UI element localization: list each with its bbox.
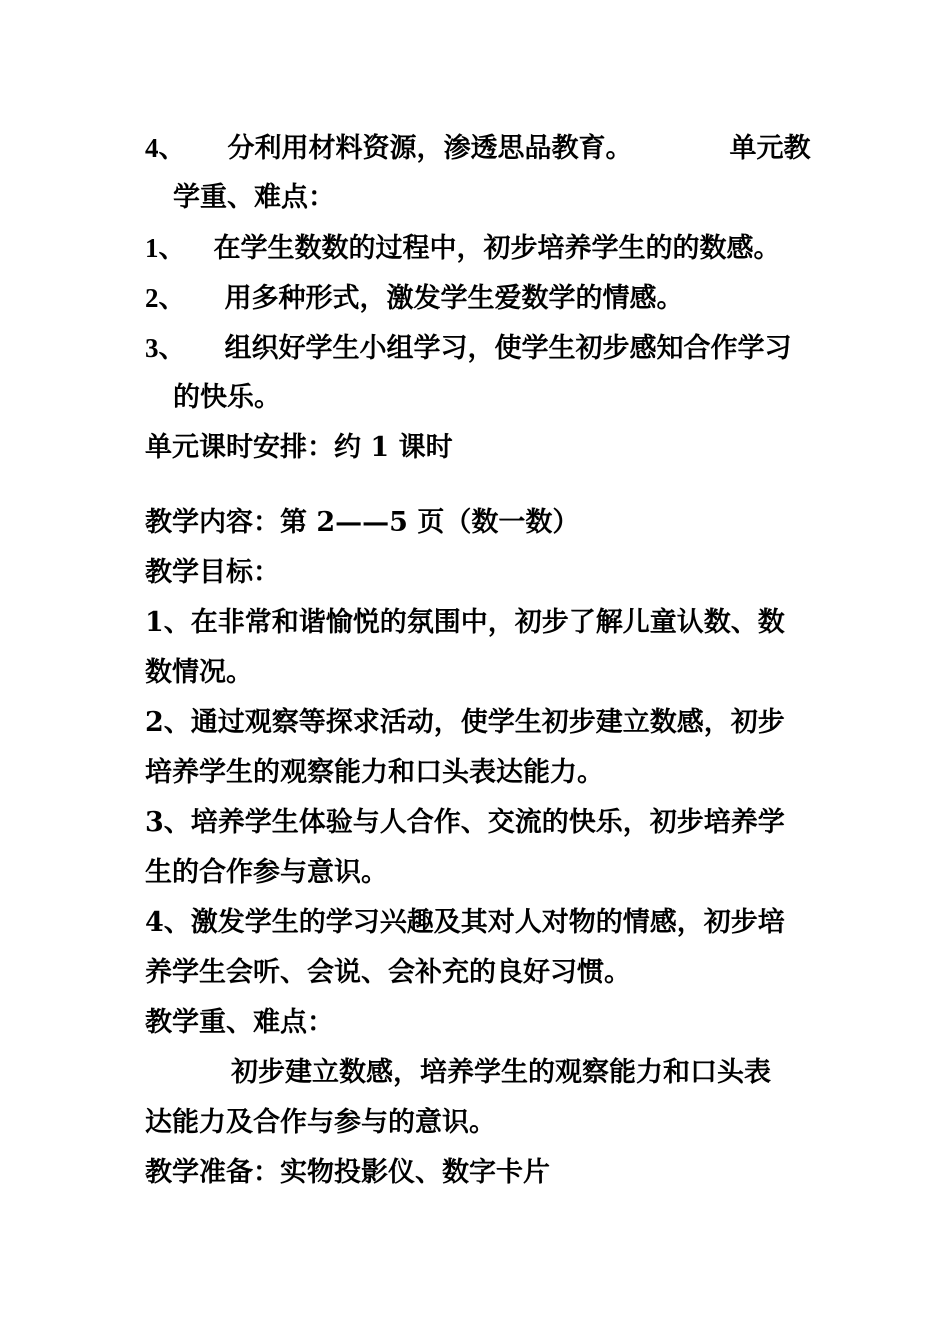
lesson-content: 教学内容：第 2——5 页（数一数） <box>145 507 580 538</box>
unit-schedule: 单元课时安排：约 1 课时 <box>145 432 453 463</box>
unit-key-point-2 <box>145 280 684 316</box>
key-points-heading: 教学重、难点： <box>145 1007 334 1038</box>
list-text-continuation: 的快乐。 <box>173 382 281 413</box>
list-number: 1、 <box>145 233 186 263</box>
lesson-goal-1-continuation: 数情况。 <box>145 657 253 688</box>
lesson-goal-1: 1、在非常和谐愉悦的氛围中，初步了解儿童认数、数 <box>145 607 785 638</box>
unit-key-point-1 <box>145 230 781 266</box>
section-heading-start: 单元教 <box>729 133 811 164</box>
lesson-goal-2-continuation: 培养学生的观察能力和口头表达能力。 <box>145 757 604 788</box>
unit-goal-item-4 <box>145 130 811 166</box>
list-text: 组织好学生小组学习，使学生初步感知合作学习 <box>224 333 792 364</box>
list-number: 4、 <box>145 133 186 163</box>
lesson-goal-3: 3、培养学生体验与人合作、交流的快乐，初步培养学 <box>145 807 785 838</box>
key-points-text: 初步建立数感，培养学生的观察能力和口头表 <box>231 1057 771 1088</box>
key-points-text-continuation: 达能力及合作与参与的意识。 <box>145 1107 496 1138</box>
list-text: 分利用材料资源，渗透思品教育。 <box>227 133 633 164</box>
lesson-goal-4: 4、激发学生的学习兴趣及其对人对物的情感，初步培 <box>145 907 785 938</box>
lesson-goal-2: 2、通过观察等探求活动，使学生初步建立数感，初步 <box>145 707 785 738</box>
list-text: 用多种形式，激发学生爱数学的情感。 <box>224 283 684 314</box>
lesson-goal-3-continuation: 生的合作参与意识。 <box>145 857 388 888</box>
teaching-preparation: 教学准备：实物投影仪、数字卡片 <box>145 1157 550 1188</box>
section-heading-continuation: 学重、难点： <box>173 182 335 213</box>
list-number: 2、 <box>145 283 186 313</box>
goals-heading: 教学目标： <box>145 557 280 588</box>
unit-key-point-3 <box>145 330 792 366</box>
lesson-goal-4-continuation: 养学生会听、会说、会补充的良好习惯。 <box>145 957 631 988</box>
list-number: 3、 <box>145 333 186 363</box>
list-text: 在学生数数的过程中，初步培养学生的的数感。 <box>213 233 781 264</box>
